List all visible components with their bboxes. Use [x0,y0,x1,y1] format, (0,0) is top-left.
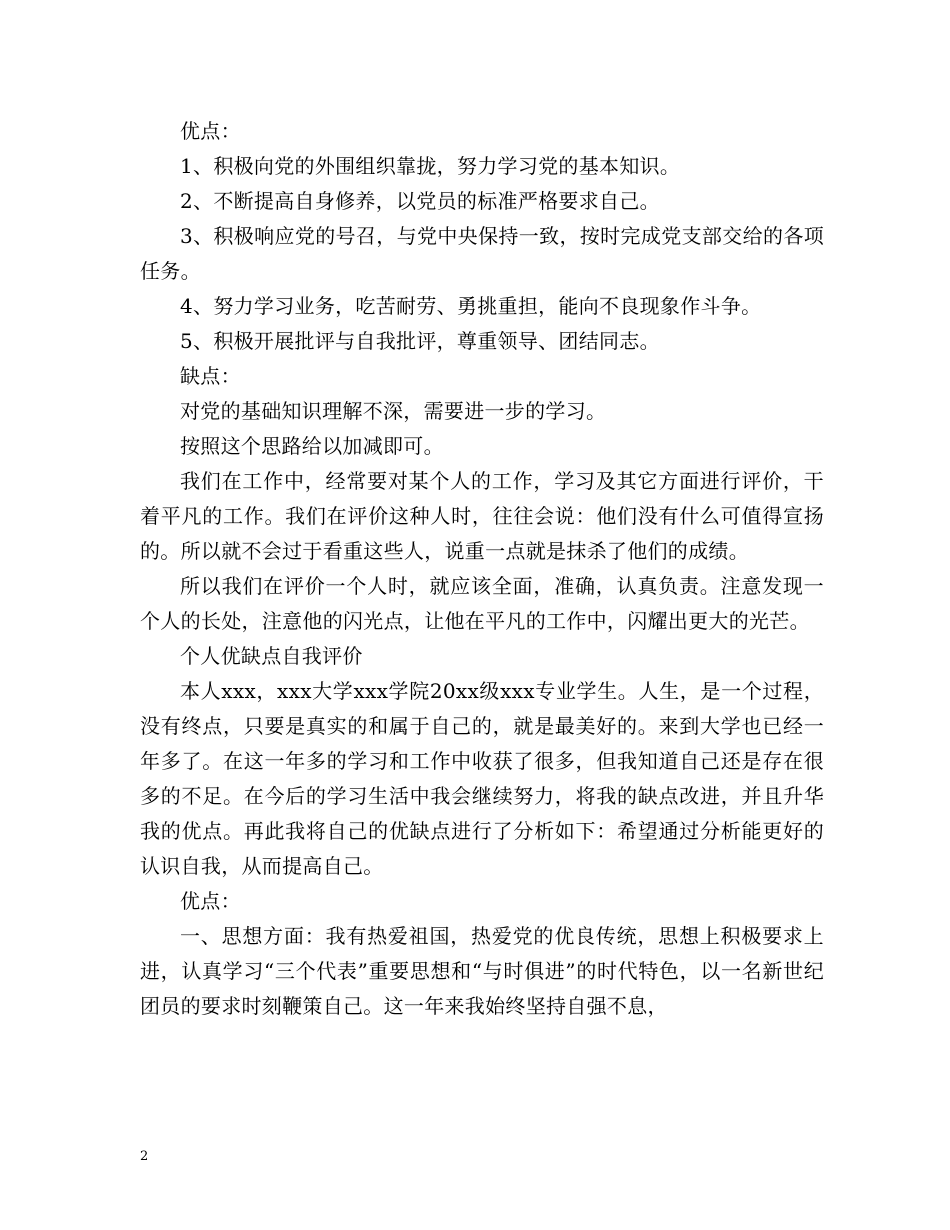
advantage-item-3: 3、积极响应党的号召，与党中央保持一致，按时完成党支部交给的各项任务。 [140,224,824,283]
evaluation-paragraph: 所以我们在评价一个人时，就应该全面，准确，认真负责。注意发现一个人的长处，注意他的闪光点，让他在平凡的工作中，闪耀出更大的光芒。 [140,574,824,633]
advantage-item-1: 1、积极向党的外围组织靠拢，努力学习党的基本知识。 [180,154,681,178]
advantage-item-4: 4、努力学习业务，吃苦耐劳、勇挑重担，能向不良现象作斗争。 [180,294,762,318]
page-number: 2 [140,1149,149,1164]
thought-paragraph: 一、思想方面：我有热爱祖国，热爱党的优良传统，思想上积极要求上进，认真学习“三个代表”重要思想和“与时俱进”的时代特色，以一名新世纪团员的要求时刻鞭策自己。这一年来我始终坚持自强不息， [140,924,824,1018]
body-text [140,114,824,1024]
intro-paragraph: 本人xxx，xxx大学xxx学院20xx级xxx专业学生。人生，是一个过程，没有终点，只要是真实的和属于自己的，就是最美好的。来到大学也已经一年多了。在这一年多的学习和工作中收获了很多，但我知道自己还是存在很多的不足。在今后的学习生活中我会继续努力，将我的缺点改进，并且升华我的优点。再此我将自己的优缺点进行了分析如下：希望通过分析能更好的认识自我，从而提高自己。 [140,679,824,878]
advantages-heading: 优点： [180,119,241,143]
section-title: 个人优缺点自我评价 [180,644,363,668]
advantage-item-5: 5、积极开展批评与自我批评，尊重领导、团结同志。 [180,329,660,353]
disadvantage-item: 对党的基础知识理解不深，需要进一步的学习。 [180,399,607,423]
advantages-heading: 优点： [180,889,241,913]
note-paragraph: 按照这个思路给以加减即可。 [180,434,444,458]
evaluation-paragraph: 我们在工作中，经常要对某个人的工作，学习及其它方面进行评价，干着平凡的工作。我们在评价这种人时，往往会说：他们没有什么可值得宣扬的。所以就不会过于看重这些人，说重一点就是抹杀了他们的成绩。 [140,469,824,563]
disadvantages-heading: 缺点： [180,364,241,388]
advantage-item-2: 2、不断提高自身修养，以党员的标准严格要求自己。 [180,189,660,213]
